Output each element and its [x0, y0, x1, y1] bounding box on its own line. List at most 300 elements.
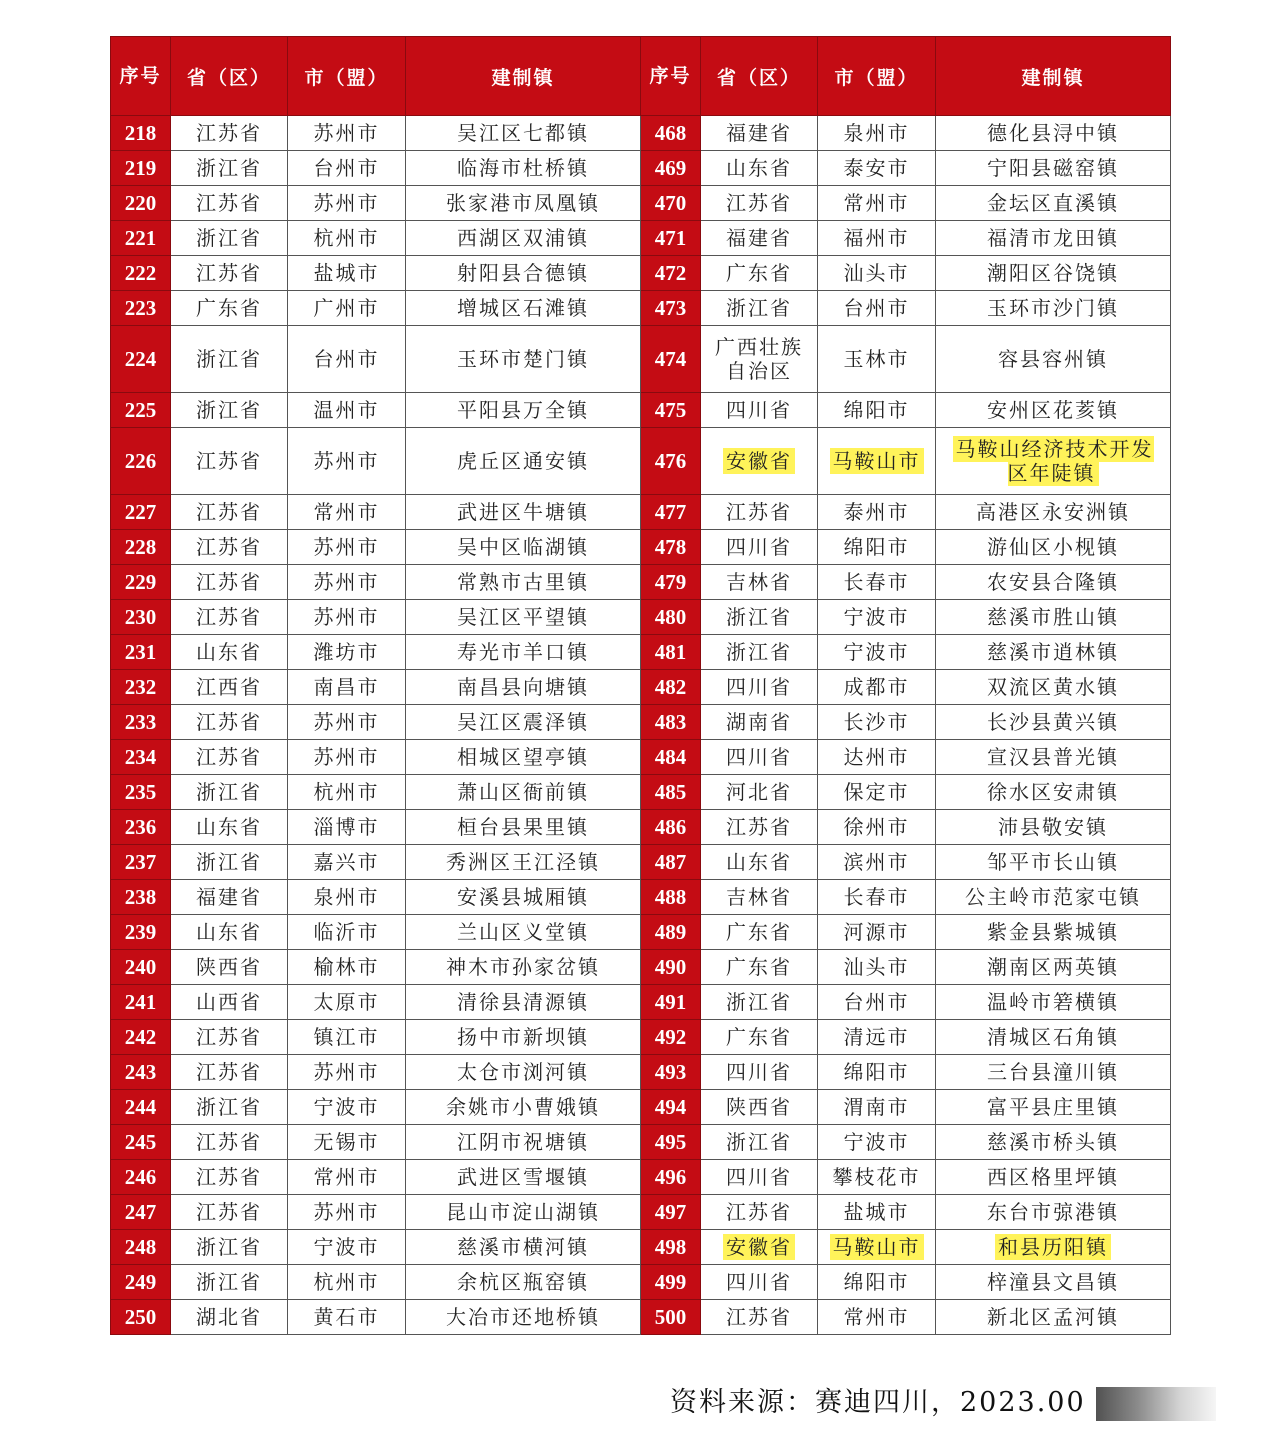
- cell-text: 常州市: [313, 500, 380, 524]
- cell-province-left: [171, 1125, 288, 1160]
- cell-city-right: [818, 393, 936, 428]
- cell-seq-right: [641, 1055, 701, 1090]
- cell-city-right: [818, 985, 936, 1020]
- cell-city-right: [818, 1230, 936, 1265]
- header-province-right: 省（区）: [701, 37, 818, 116]
- cell-text: 474: [654, 347, 687, 371]
- cell-text: 湖北省: [196, 1305, 262, 1329]
- cell-city-left: [288, 291, 406, 326]
- header-province-left: 省（区）: [171, 37, 288, 116]
- cell-province-left: [171, 221, 288, 256]
- cell-seq-left: [111, 635, 171, 670]
- cell-text: 493: [654, 1060, 687, 1084]
- cell-town-right: [936, 1125, 1171, 1160]
- cell-seq-left: [111, 291, 171, 326]
- cell-city-right: [818, 880, 936, 915]
- cell-province-left: [171, 880, 288, 915]
- cell-text: 470: [654, 191, 687, 215]
- cell-province-right: [701, 116, 818, 151]
- cell-city-left: [288, 635, 406, 670]
- cell-seq-right: [641, 1160, 701, 1195]
- cell-text: 江苏省: [196, 121, 262, 145]
- cell-text: 山东省: [196, 920, 262, 944]
- cell-province-left: [171, 256, 288, 291]
- cell-province-left: [171, 950, 288, 985]
- cell-seq-right: [641, 291, 701, 326]
- cell-town-right: [936, 1195, 1171, 1230]
- cell-text: 苏州市: [313, 710, 380, 734]
- cell-text: 绵阳市: [843, 1060, 910, 1084]
- cell-text: 宁波市: [843, 640, 910, 664]
- cell-province-left: [171, 600, 288, 635]
- cell-text: 河北省: [726, 780, 792, 804]
- cell-text: 玉环市沙门镇: [987, 296, 1119, 320]
- cell-text: 江西省: [196, 675, 262, 699]
- cell-text: 温州市: [313, 398, 380, 422]
- cell-text: 浙江省: [196, 850, 262, 874]
- cell-text: 221: [124, 226, 157, 250]
- cell-text: 渭南市: [843, 1095, 910, 1119]
- cell-text: 四川省: [726, 1270, 792, 1294]
- cell-seq-left: [111, 221, 171, 256]
- cell-text: 容县容州镇: [998, 347, 1108, 371]
- cell-text: 平阳县万全镇: [457, 398, 589, 422]
- cell-city-left: [288, 221, 406, 256]
- cell-seq-left: [111, 600, 171, 635]
- cell-text: 陕西省: [726, 1095, 792, 1119]
- cell-city-left: [288, 705, 406, 740]
- cell-text: 泉州市: [843, 121, 910, 145]
- cell-text: 吴江区震泽镇: [457, 710, 589, 734]
- cell-text: 安徽省: [723, 448, 795, 474]
- cell-town-left: [406, 1125, 641, 1160]
- cell-text: 江苏省: [196, 1025, 262, 1049]
- cell-seq-left: [111, 1265, 171, 1300]
- cell-town-left: [406, 600, 641, 635]
- watermark-blur: [1096, 1387, 1216, 1421]
- cell-province-right: [701, 1300, 818, 1335]
- cell-city-right: [818, 950, 936, 985]
- cell-text: 249: [124, 1270, 157, 1294]
- cell-province-left: [171, 1055, 288, 1090]
- cell-seq-right: [641, 810, 701, 845]
- cell-text: 湖南省: [726, 710, 792, 734]
- cell-town-right: [936, 495, 1171, 530]
- cell-text: 潮南区两英镇: [987, 955, 1119, 979]
- cell-text: 余杭区瓶窑镇: [457, 1270, 589, 1294]
- cell-text: 苏州市: [313, 191, 380, 215]
- cell-town-left: [406, 116, 641, 151]
- cell-text: 盐城市: [313, 261, 380, 285]
- table-row: [111, 221, 1171, 256]
- cell-province-left: [171, 565, 288, 600]
- cell-text: 绵阳市: [843, 1270, 910, 1294]
- cell-text: 安州区花荄镇: [987, 398, 1119, 422]
- cell-text: 福州市: [843, 226, 910, 250]
- cell-text: 福建省: [196, 885, 262, 909]
- cell-text: 四川省: [726, 535, 792, 559]
- cell-text: 江苏省: [196, 1060, 262, 1084]
- cell-text: 471: [654, 226, 687, 250]
- cell-seq-left: [111, 985, 171, 1020]
- cell-text: 江苏省: [196, 570, 262, 594]
- cell-town-left: [406, 151, 641, 186]
- cell-text: 镇江市: [313, 1025, 380, 1049]
- cell-text: 四川省: [726, 398, 792, 422]
- cell-town-right: [936, 1020, 1171, 1055]
- cell-province-left: [171, 326, 288, 393]
- cell-province-right: [701, 1160, 818, 1195]
- cell-text: 江苏省: [726, 815, 792, 839]
- table-row: [111, 915, 1171, 950]
- cell-text: 扬中市新坝镇: [457, 1025, 589, 1049]
- cell-province-right: [701, 428, 818, 495]
- cell-text: 玉环市楚门镇: [457, 347, 589, 371]
- cell-province-right: [701, 291, 818, 326]
- cell-province-left: [171, 1195, 288, 1230]
- cell-text: 浙江省: [196, 226, 262, 250]
- table-row: [111, 1125, 1171, 1160]
- cell-text: 江苏省: [196, 500, 262, 524]
- cell-province-right: [701, 221, 818, 256]
- cell-city-left: [288, 495, 406, 530]
- cell-city-right: [818, 810, 936, 845]
- cell-town-right: [936, 393, 1171, 428]
- header-town-right: 建制镇: [936, 37, 1171, 116]
- cell-province-right: [701, 775, 818, 810]
- cell-town-left: [406, 1055, 641, 1090]
- cell-text: 新北区孟河镇: [987, 1305, 1119, 1329]
- cell-text: 农安县合隆镇: [987, 570, 1119, 594]
- cell-seq-right: [641, 670, 701, 705]
- cell-text: 浙江省: [196, 780, 262, 804]
- towns-table-container: [110, 36, 1170, 1335]
- cell-text: 长沙市: [843, 710, 910, 734]
- cell-text: 泉州市: [313, 885, 380, 909]
- cell-city-right: [818, 1055, 936, 1090]
- cell-text: 苏州市: [313, 121, 380, 145]
- cell-town-left: [406, 915, 641, 950]
- cell-city-left: [288, 950, 406, 985]
- cell-text: 台州市: [843, 990, 910, 1014]
- cell-province-right: [701, 256, 818, 291]
- cell-city-right: [818, 1265, 936, 1300]
- cell-city-right: [818, 1125, 936, 1160]
- cell-text: 苏州市: [313, 570, 380, 594]
- cell-town-right: [936, 775, 1171, 810]
- cell-province-left: [171, 428, 288, 495]
- cell-text: 478: [654, 535, 687, 559]
- cell-text: 488: [654, 885, 687, 909]
- cell-text: 广东省: [726, 955, 792, 979]
- header-city-right: 市（盟）: [818, 37, 936, 116]
- cell-text: 潮阳区谷饶镇: [987, 261, 1119, 285]
- cell-city-left: [288, 775, 406, 810]
- cell-province-left: [171, 1160, 288, 1195]
- cell-city-right: [818, 428, 936, 495]
- cell-province-right: [701, 151, 818, 186]
- cell-seq-left: [111, 1300, 171, 1335]
- cell-town-left: [406, 1020, 641, 1055]
- cell-text: 安溪县城厢镇: [457, 885, 589, 909]
- cell-text: 四川省: [726, 675, 792, 699]
- cell-town-right: [936, 326, 1171, 393]
- cell-text: 浙江省: [196, 347, 262, 371]
- cell-province-left: [171, 1265, 288, 1300]
- cell-province-left: [171, 635, 288, 670]
- cell-city-left: [288, 1125, 406, 1160]
- cell-seq-left: [111, 915, 171, 950]
- cell-text: 223: [124, 296, 157, 320]
- cell-text: 西区格里坪镇: [987, 1165, 1119, 1189]
- cell-text: 南昌县向塘镇: [457, 675, 589, 699]
- cell-province-right: [701, 985, 818, 1020]
- cell-town-left: [406, 1160, 641, 1195]
- cell-city-right: [818, 256, 936, 291]
- cell-province-left: [171, 705, 288, 740]
- cell-text: 清徐县清源镇: [457, 990, 589, 1014]
- cell-seq-left: [111, 428, 171, 495]
- cell-text: 浙江省: [196, 1235, 262, 1259]
- cell-province-left: [171, 1090, 288, 1125]
- cell-text: 河源市: [843, 920, 910, 944]
- cell-text: 邹平市长山镇: [987, 850, 1119, 874]
- table-row: [111, 186, 1171, 221]
- table-row: [111, 116, 1171, 151]
- cell-text: 马鞍山市: [830, 1234, 924, 1260]
- cell-text: 浙江省: [726, 296, 792, 320]
- cell-province-left: [171, 151, 288, 186]
- cell-text: 淄博市: [313, 815, 380, 839]
- cell-seq-left: [111, 1090, 171, 1125]
- cell-text: 西湖区双浦镇: [457, 226, 589, 250]
- cell-text: 绵阳市: [843, 535, 910, 559]
- cell-province-right: [701, 495, 818, 530]
- cell-text: 江苏省: [196, 449, 262, 473]
- cell-town-right: [936, 256, 1171, 291]
- cell-city-left: [288, 256, 406, 291]
- cell-city-left: [288, 1300, 406, 1335]
- cell-text: 495: [654, 1130, 687, 1154]
- header-seq-right: 序号: [641, 37, 701, 116]
- cell-text: 243: [124, 1060, 157, 1084]
- cell-seq-right: [641, 326, 701, 393]
- cell-text: 吉林省: [726, 570, 792, 594]
- cell-city-left: [288, 1020, 406, 1055]
- cell-city-left: [288, 428, 406, 495]
- cell-town-right: [936, 1090, 1171, 1125]
- cell-text: 绵阳市: [843, 398, 910, 422]
- cell-text: 四川省: [726, 1165, 792, 1189]
- cell-city-left: [288, 393, 406, 428]
- cell-text: 485: [654, 780, 687, 804]
- cell-seq-left: [111, 880, 171, 915]
- cell-text: 482: [654, 675, 687, 699]
- cell-text: 江苏省: [196, 535, 262, 559]
- cell-town-left: [406, 845, 641, 880]
- table-header-row: [111, 37, 1171, 116]
- cell-town-right: [936, 428, 1171, 495]
- cell-text: 无锡市: [313, 1130, 380, 1154]
- cell-text: 汕头市: [843, 955, 910, 979]
- cell-text: 常州市: [313, 1165, 380, 1189]
- cell-seq-left: [111, 950, 171, 985]
- cell-city-right: [818, 740, 936, 775]
- cell-text: 228: [124, 535, 157, 559]
- cell-text: 473: [654, 296, 687, 320]
- cell-text: 245: [124, 1130, 157, 1154]
- cell-town-right: [936, 530, 1171, 565]
- table-row: [111, 291, 1171, 326]
- cell-text: 吉林省: [726, 885, 792, 909]
- table-row: [111, 1160, 1171, 1195]
- cell-town-right: [936, 880, 1171, 915]
- cell-seq-left: [111, 1160, 171, 1195]
- cell-city-right: [818, 1020, 936, 1055]
- cell-text: 499: [654, 1270, 687, 1294]
- cell-text: 保定市: [843, 780, 910, 804]
- cell-text: 吴江区七都镇: [457, 121, 589, 145]
- cell-text: 广东省: [726, 920, 792, 944]
- cell-seq-left: [111, 1020, 171, 1055]
- cell-city-left: [288, 740, 406, 775]
- cell-city-left: [288, 810, 406, 845]
- cell-text: 江苏省: [196, 1130, 262, 1154]
- cell-text: 宣汉县普光镇: [987, 745, 1119, 769]
- cell-city-right: [818, 705, 936, 740]
- cell-text: 余姚市小曹娥镇: [446, 1095, 600, 1119]
- cell-city-right: [818, 1195, 936, 1230]
- cell-text: 临沂市: [313, 920, 380, 944]
- cell-text: 马鞍山市: [830, 448, 924, 474]
- cell-text: 江苏省: [196, 710, 262, 734]
- table-row: [111, 985, 1171, 1020]
- table-row: [111, 530, 1171, 565]
- cell-seq-left: [111, 845, 171, 880]
- cell-town-left: [406, 635, 641, 670]
- cell-text: 苏州市: [313, 605, 380, 629]
- cell-city-left: [288, 985, 406, 1020]
- cell-text: 475: [654, 398, 687, 422]
- cell-text: 233: [124, 710, 157, 734]
- cell-province-left: [171, 495, 288, 530]
- cell-text: 攀枝花市: [832, 1165, 921, 1189]
- cell-city-right: [818, 116, 936, 151]
- cell-text: 苏州市: [313, 745, 380, 769]
- cell-text: 苏州市: [313, 1060, 380, 1084]
- cell-text: 盐城市: [843, 1200, 910, 1224]
- cell-province-right: [701, 880, 818, 915]
- cell-text: 宁波市: [313, 1095, 380, 1119]
- cell-province-right: [701, 393, 818, 428]
- cell-town-right: [936, 635, 1171, 670]
- cell-province-left: [171, 810, 288, 845]
- cell-province-right: [701, 1195, 818, 1230]
- cell-text: 大冶市还地桥镇: [446, 1305, 600, 1329]
- cell-town-left: [406, 670, 641, 705]
- table-row: [111, 495, 1171, 530]
- cell-seq-right: [641, 880, 701, 915]
- cell-town-right: [936, 221, 1171, 256]
- cell-town-right: [936, 950, 1171, 985]
- cell-town-left: [406, 1230, 641, 1265]
- cell-text: 468: [654, 121, 687, 145]
- cell-town-left: [406, 740, 641, 775]
- cell-town-left: [406, 1265, 641, 1300]
- cell-text: 242: [124, 1025, 157, 1049]
- cell-province-right: [701, 326, 818, 393]
- table-row: [111, 600, 1171, 635]
- cell-province-right: [701, 705, 818, 740]
- cell-text: 500: [654, 1305, 687, 1329]
- cell-seq-right: [641, 1300, 701, 1335]
- cell-town-right: [936, 1160, 1171, 1195]
- cell-text: 昆山市淀山湖镇: [446, 1200, 600, 1224]
- cell-seq-right: [641, 1195, 701, 1230]
- cell-text: 汕头市: [843, 261, 910, 285]
- cell-province-left: [171, 915, 288, 950]
- cell-text: 江苏省: [196, 1200, 262, 1224]
- cell-text: 山西省: [196, 990, 262, 1014]
- cell-seq-left: [111, 565, 171, 600]
- cell-text: 慈溪市逍林镇: [987, 640, 1119, 664]
- cell-text: 太仓市浏河镇: [457, 1060, 589, 1084]
- cell-seq-right: [641, 428, 701, 495]
- cell-text: 229: [124, 570, 157, 594]
- cell-city-left: [288, 1195, 406, 1230]
- cell-text: 黄石市: [313, 1305, 380, 1329]
- cell-town-right: [936, 151, 1171, 186]
- cell-text: 榆林市: [313, 955, 380, 979]
- cell-text: 浙江省: [726, 640, 792, 664]
- cell-city-right: [818, 915, 936, 950]
- cell-town-right: [936, 705, 1171, 740]
- cell-province-right: [701, 530, 818, 565]
- cell-text: 234: [124, 745, 157, 769]
- cell-text: 神木市孙家岔镇: [446, 955, 600, 979]
- cell-text: 248: [124, 1235, 157, 1259]
- cell-text: 479: [654, 570, 687, 594]
- cell-seq-left: [111, 810, 171, 845]
- cell-town-right: [936, 186, 1171, 221]
- cell-town-right: [936, 915, 1171, 950]
- table-row: [111, 1265, 1171, 1300]
- cell-text: 东台市弶港镇: [987, 1200, 1119, 1224]
- cell-text: 490: [654, 955, 687, 979]
- cell-text: 高港区永安洲镇: [976, 500, 1130, 524]
- cell-city-right: [818, 565, 936, 600]
- cell-text: 秀洲区王江泾镇: [446, 850, 600, 874]
- cell-text: 宁波市: [843, 1130, 910, 1154]
- cell-city-right: [818, 291, 936, 326]
- cell-text: 232: [124, 675, 157, 699]
- cell-text: 潍坊市: [313, 640, 380, 664]
- cell-text: 江苏省: [196, 745, 262, 769]
- cell-text: 497: [654, 1200, 687, 1224]
- cell-town-right: [936, 1265, 1171, 1300]
- cell-text: 239: [124, 920, 157, 944]
- cell-town-left: [406, 705, 641, 740]
- source-text: 资料来源：赛迪四川，2023.00: [670, 1387, 1086, 1418]
- cell-text: 嘉兴市: [313, 850, 380, 874]
- cell-province-left: [171, 775, 288, 810]
- cell-text: 山东省: [726, 156, 792, 180]
- cell-seq-right: [641, 151, 701, 186]
- cell-seq-left: [111, 670, 171, 705]
- cell-text: 苏州市: [313, 1200, 380, 1224]
- cell-text: 苏州市: [313, 449, 380, 473]
- table-row: [111, 1090, 1171, 1125]
